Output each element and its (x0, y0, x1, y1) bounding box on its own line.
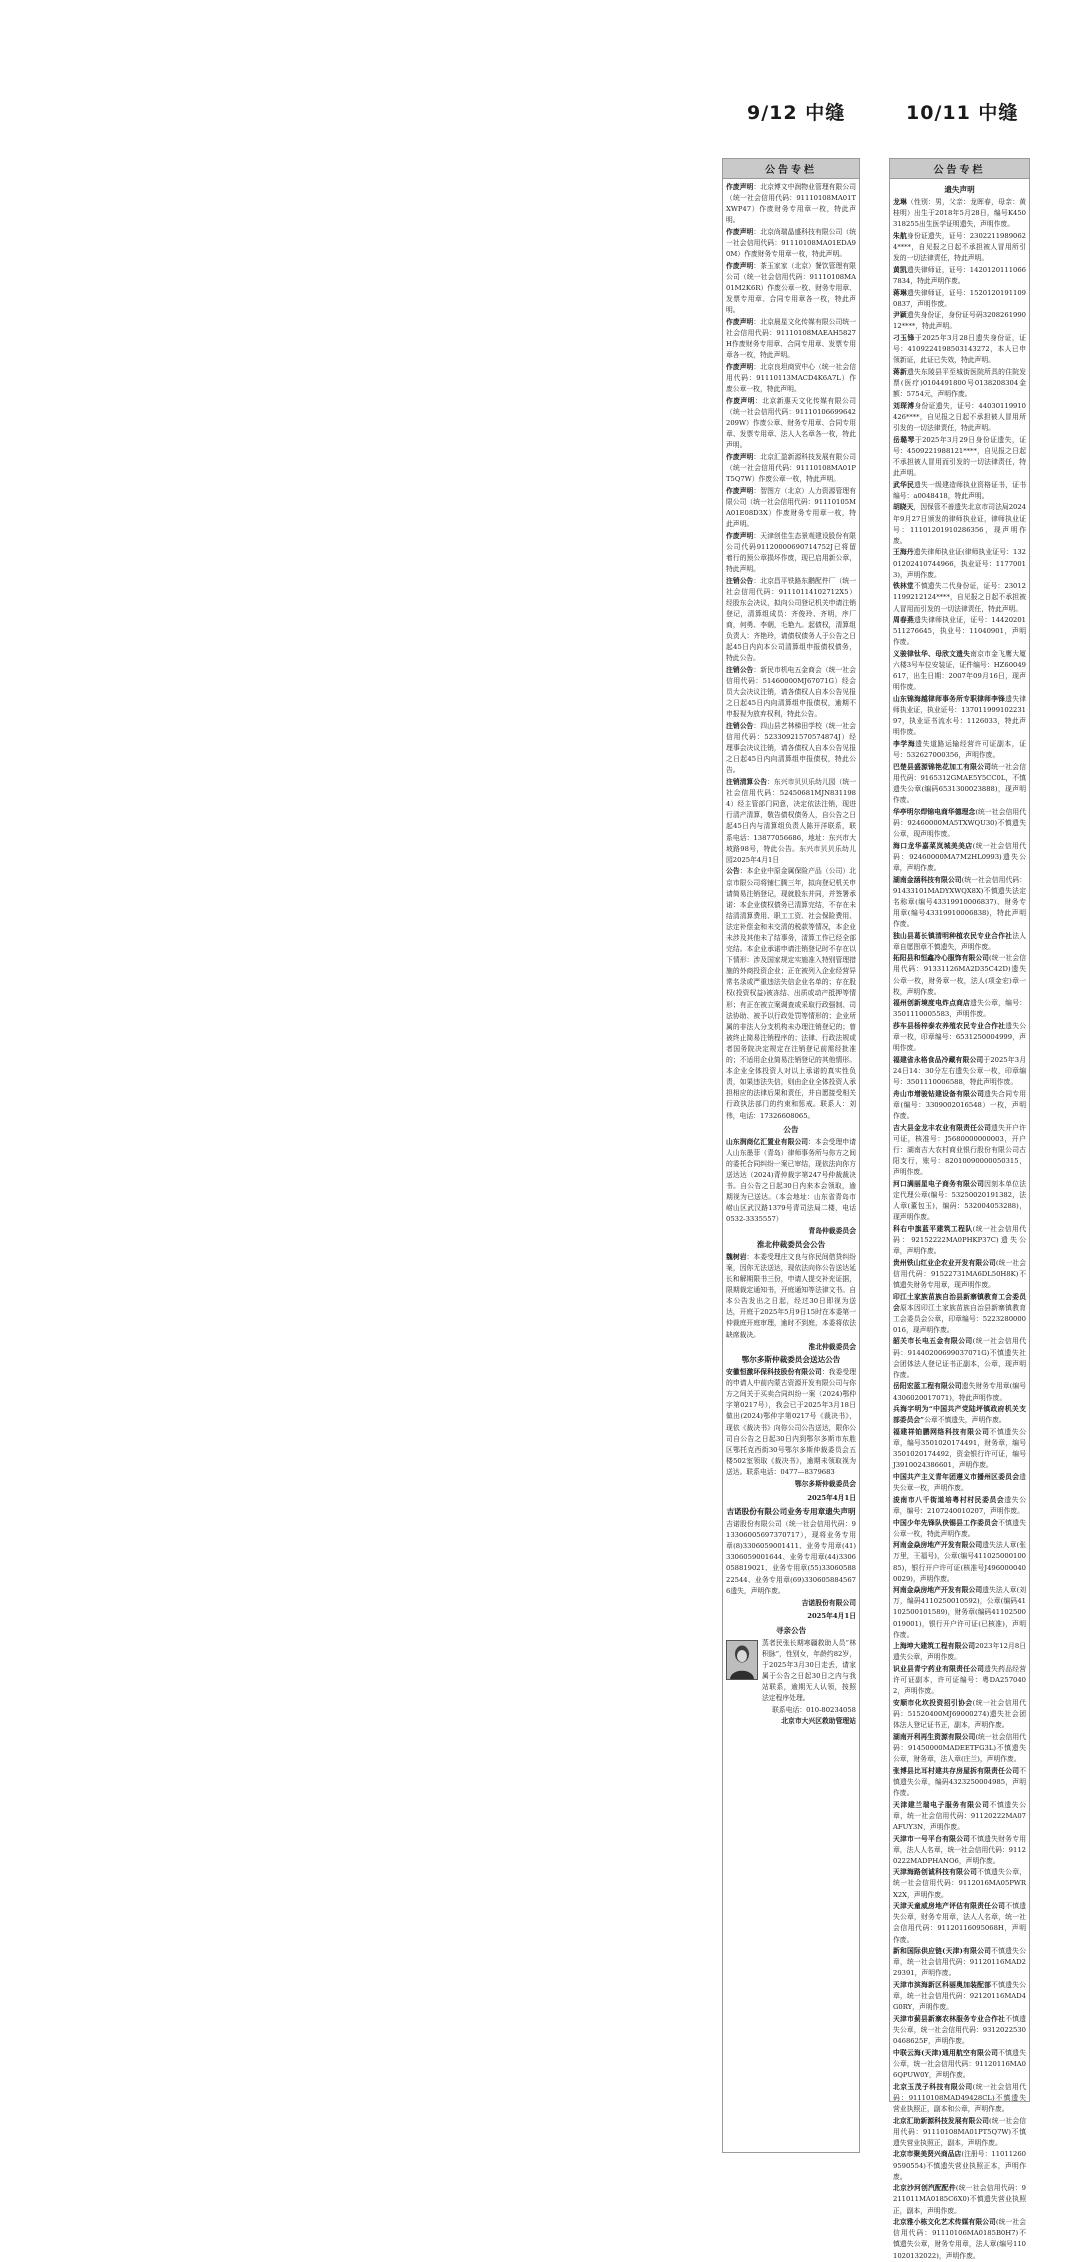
notice-date: 2025年4月1日 (807, 1612, 856, 1621)
notice-paragraph (726, 362, 856, 395)
notice-text: 统一社会信用代码：9165312GMAE5Y5CC0L，不慎遗失公章(编码6531300023888)，现声明作废。 (893, 762, 1027, 805)
notice-lead: 福州创新境度电炸点商店 (893, 999, 971, 1008)
notice-text: 不慎遗失公章，统一社会信用代码：91120116MA06QPUW0Y，声明作废。 (893, 2048, 1026, 2080)
notice-text: 不慎遗失公章，编号3501020174491，财务章，编号3501020174492，资金银行许可证，编号J3910024386601，声明作废。 (893, 1428, 1027, 1470)
notice-text: 不慎遗失公章，统一社会信用代码：9112016MA05PWRX2X，声明作废。 (893, 1868, 1027, 1899)
notice-text: (统一社会信用代码：91331126MA2D35C42D)遗失公章一枚，财务章一枚，法人(项金宏)章一枚，声明作废。 (893, 954, 1026, 996)
notice-lead: 周春燕 (893, 616, 915, 625)
notice-lead: 山东润商亿汇置业有限公司 (726, 1137, 809, 1146)
notice-paragraph (893, 1800, 1026, 1833)
section-title-notice: 公告 (783, 1124, 799, 1134)
notice-paragraph (893, 1980, 1026, 2013)
notice-lead: 天津建兰瑞电子服务有限公司 (893, 1800, 990, 1809)
notice-text: 遗失律师证，证号：15201201911090837，声明作废。 (893, 288, 1027, 308)
notice-paragraph (893, 1089, 1026, 1122)
notice-lead: 印江土家族苗族自治县新寨镇教育工会委员会 (893, 1292, 1026, 1312)
notice-text: 不慎遗失二代身份证，证号：230121199212124****，自见报之日起不承担被人冒用而引发的一切法律责任，特此声明。 (893, 582, 1027, 613)
notice-lead: 北京雅小栋文化艺术传媒有限公司 (893, 2218, 996, 2227)
column-banner: 公告专栏 (723, 159, 859, 179)
notice-paragraph (893, 615, 1026, 648)
contact-phone: 联系电话：010-80234058 (772, 1705, 856, 1714)
notice-text: ，因保管不善遗失北京市司法局2024年9月27日颁发的律师执业证，律师执业证号：11101201910286356，现声明作废。 (893, 503, 1026, 545)
notice-lead: 拓阳县和恒鑫冷心服饰有限公司 (893, 954, 990, 963)
notice-paragraph (726, 1137, 856, 1226)
statement-list (893, 197, 1026, 2262)
notice-paragraph (893, 1336, 1026, 1380)
notice-paragraph (893, 1179, 1026, 1223)
person-silhouette-icon (727, 1641, 757, 1679)
section-title-search-family: 寻亲公告 (775, 1625, 807, 1635)
column-banner: 公告专栏 (890, 159, 1029, 179)
notice-list (723, 179, 859, 1727)
notice-paragraph (893, 1867, 1026, 1900)
notice-text: 遗失公章一枚，印章编号：6531250004999，声明作废。 (893, 1022, 1027, 1053)
notice-paragraph (726, 261, 856, 316)
notice-lead: 河南金焱房地产开发有限公司 (893, 1541, 983, 1550)
notice-text: 不慎遗失公章，编码4323250004985，声明作废。 (893, 1766, 1026, 1797)
notice-lead: 作废声明 (726, 227, 754, 236)
notice-text: 遗失律师证，证号：14201201110667834，特此声明作废。 (893, 265, 1027, 285)
notice-text: 不慎遗失公章，统一社会信用代码：91120116MAD229391，声明作废。 (893, 1947, 1026, 1978)
notice-lead: 作废声明 (726, 396, 755, 405)
notice-paragraph (893, 1901, 1026, 1945)
notice-lead: 天津市滨海新区科丽奥加装配部 (893, 1981, 992, 1990)
notice-text: 法人章自愿图章不慎遗失，声明作废。 (893, 931, 1027, 951)
notice-lead: 黄凯 (893, 265, 907, 274)
notice-paragraph (893, 333, 1026, 366)
notice-paragraph (893, 1732, 1026, 1765)
notice-paragraph (893, 480, 1026, 502)
notice-paragraph (893, 649, 1026, 693)
notice-lead: 魏树岩 (726, 1252, 747, 1261)
notice-text: 原本因印江土家族苗族自治县新寨镇教育工会委员会公章，印章编号：5223280000016，现声明作废。 (893, 1303, 1027, 1334)
notice-text: (统一社会信用代码：91110106MA0185B0H7)不慎遗失公章，财务专用章，法人章(编号1101020132022)，声明作废。 (893, 2218, 1026, 2260)
notice-paragraph (893, 875, 1026, 930)
notice-text: 不慎遗失公章，统一社会信用代码：92120116MAD4G0RY，声明作废。 (893, 1981, 1027, 2012)
notice-date: 2025年4月1日 (807, 1493, 856, 1502)
notice-lead: 尹颖 (893, 311, 907, 320)
notice-lead: 福建省永格食品冷藏有限公司 (893, 1055, 984, 1064)
notice-paragraph (726, 531, 856, 575)
notice-lead: 作废声明 (726, 317, 754, 326)
notice-lead: 作废声明 (726, 486, 754, 495)
person-photo (726, 1640, 758, 1680)
notice-paragraph (893, 231, 1026, 264)
notice-lead: 识业县青宁药业有限责任公司 (893, 1665, 985, 1674)
notice-lead: 作废声明 (726, 531, 754, 540)
notice-paragraph (726, 182, 856, 226)
notice-lead: 湖南金涵科技有限公司 (893, 875, 962, 884)
notice-text: 遗失身份证，身份证号码320826199012****，特此声明。 (893, 311, 1026, 331)
notice-lead: 上海坤大建筑工程有限公司 (893, 1642, 976, 1651)
notice-paragraph (893, 1585, 1026, 1640)
notice-paragraph (893, 547, 1026, 580)
notice-signature: 吉诺股份有限公司 (801, 1598, 856, 1607)
notice-text: 遗失合同专用章(编号：3309002016548）一枚，声明作废。 (893, 1089, 1027, 1121)
notice-text: 不慎遗失公章，财务专用章，法人人名章，统一社会信用代码：91120116095068H，声明作废。 (893, 1902, 1027, 1944)
notice-signature: 青岛仲裁委员会 (808, 1227, 856, 1236)
notice-text: ：茶玉家家（北京）餐饮管理有限公司（统一社会信用代码：91110108MA01M2K6R）作废公章一枚、财务专用章、发票专用章、合同专用章各一枚，特此声明。 (726, 261, 857, 315)
notice-text: 遗失法人章(刘万，编码4110250010592)，公章(编码41102500101589)，财务章(编码41102500019001)，银行开户许可证(已核准)，声明作废。 (893, 1586, 1027, 1639)
notice-text: (统一社会信用代码：91522731MA6DL50H8K)不慎遗失财务专用章，现声明作废。 (893, 1258, 1026, 1289)
notice-lead: 作废声明 (726, 261, 754, 270)
notice-lead: 中国共产主义青年团遵义市播州区委员会 (893, 1472, 1020, 1481)
notice-lead: 龙琳 (893, 198, 908, 206)
notice-text: ：天津创佳生态景观建设股份有限公司代码91120000690714752J已将留着行的预公章损坏作废，现已启用新公章，特此声明。 (726, 531, 857, 573)
notice-paragraph (893, 265, 1026, 287)
notice-lead: 蒋新 (893, 367, 908, 376)
notice-lead: 公告 (726, 867, 740, 876)
notice-paragraph (893, 807, 1026, 840)
notice-lead: 福建祥铂鹏网络科技有限公司 (893, 1428, 990, 1436)
notice-lead: 注销公告 (726, 722, 754, 731)
notice-text: ：新民市机电五金商会（统一社会信用代码：51460000MJ67071G）经会员大会决议注销，请各债权人自本公告见报之日起45日内向清算组申报债权，逾期不申报视为放弃权利，特此公告。 (726, 665, 857, 719)
notice-text: 遗失律师执业证，执业证号：13701199910223197，执业证书流水号：1126033，特此声明作废。 (893, 695, 1027, 737)
notice-paragraph (893, 2149, 1026, 2182)
notice-text: ：北京晨星文化传媒有限公司统一社会信用代码：91110108MAEAH5827H作废财务专用章、合同专用章、发票专用章各一枚，特此声明。 (726, 317, 857, 360)
notice-paragraph (893, 2082, 1026, 2115)
notice-text: 南京市金飞鹰大厦六楼3号车位安装证，证件编号：HZ60049617，出生日期：2007年09月16日，现声明作废。 (893, 650, 1027, 692)
notice-lead: 刘琛溥 (893, 401, 915, 410)
notice-lead: 朱航 (893, 231, 907, 240)
notice-signature: 淮北仲裁委员会 (808, 1342, 856, 1351)
notice-paragraph (726, 317, 856, 361)
notice-text: 遗失律师执业证(律师执业证号：13201202410744966，执业证号：11770013)，声明作废。 (893, 548, 1027, 579)
notice-text: (统一社会信用代码：92152222MA0PHKP37C)遗失公章，声明作废。 (893, 1224, 1026, 1255)
page-header-right: 10/11 中缝 (906, 102, 1019, 124)
notice-column-left (722, 158, 860, 2153)
notice-paragraph (893, 1834, 1026, 1867)
notice-paragraph (893, 953, 1026, 997)
notice-lead: 蒋琳 (893, 288, 907, 297)
notice-paragraph (893, 310, 1026, 332)
notice-text: (统一社会信用代码：51520400MJ69000274)遗失社会团体法人登记证书正，副本，声明作废。 (893, 1699, 1026, 1730)
notice-text: (统一社会信用代码：91440200699037071G)不慎遗失社会团体法人登记证书正副本，公章，现声明作废。 (893, 1337, 1026, 1379)
notice-paragraph (893, 1946, 1026, 1979)
notice-text: ：本会受理申请人山东墨菲（青岛）律师事务所与你方之间的委托合同纠纷一案已审结，现依法向你方送达达（2024)青仲裁字第247号仲裁裁决书。自公告之日起30日内来本会领取，逾期视为已送达。（本会地址：山东省青岛市崂山区武汉路1379号青司法局二楼，电话0532-3335557） (726, 1137, 857, 1224)
notice-signature: 北京市大兴区救助管理站 (781, 1717, 856, 1726)
notice-paragraph (893, 762, 1026, 806)
notice-lead: 河口满丽星电子商务有限公司 (893, 1179, 985, 1188)
notice-lead: 舟山市增骏钻建设备有限公司 (893, 1089, 985, 1098)
notice-lead: 河南金焱房地产开发有限公司 (893, 1586, 983, 1595)
notice-lead: 华亭明尔焊锦电商华德理念 (893, 807, 976, 816)
notice-paragraph (893, 2116, 1026, 2149)
notice-paragraph (893, 1224, 1026, 1257)
notice-paragraph (893, 1664, 1026, 1697)
notice-lead: 北京沙河创汽配配件 (893, 2184, 956, 2193)
notice-text: 遗失公章一枚，声明作废。 (893, 1472, 1026, 1493)
notice-text: 不慎遗失公章，统一社会信用代码：93120225300468625F，声明作废。 (893, 2014, 1027, 2046)
notice-signature: 鄂尔多斯仲裁委员会 (794, 1480, 856, 1489)
notice-paragraph (893, 1404, 1026, 1426)
notice-lead: 北京市聚美贤兴商品店 (893, 2150, 962, 2159)
notice-lead: 浚南市八千街道培粤村村民委员会 (893, 1495, 1005, 1504)
notice-paragraph (893, 1292, 1026, 1336)
notice-lead: 中国少年先锋队侠锡县工作委员会 (893, 1518, 999, 1527)
notice-lead: 胡晓天 (893, 503, 914, 512)
section-title-jinuo: 吉诺股份有限公司业务专用章遗失声明 (726, 1507, 856, 1517)
notice-text: 遗失一级建造师执业资格证书，证书编号：a0048418，特此声明。 (893, 480, 1027, 500)
notice-lead: 铁林堂 (893, 582, 914, 591)
notice-text: 身份证遗失，证号：23022119890624****，自见报之日起不承担被人冒用所引发的一切法律责任，特此声明。 (893, 231, 1027, 263)
notice-paragraph (893, 998, 1026, 1020)
notice-paragraph (893, 739, 1026, 761)
notice-paragraph (893, 1055, 1026, 1088)
notice-text: 不慎遗失财务专用章，法人人名章，统一社会信用代码：91120222MADPHANO6，声明作废。 (893, 1834, 1027, 1865)
notice-lead: 中联云海(天津)通用航空有限公司 (893, 2048, 999, 2057)
notice-paragraph (726, 486, 856, 530)
notice-lead: 吉大县金龙丰农业有限责任公司 (893, 1123, 992, 1132)
notice-paragraph (893, 197, 1026, 230)
notice-list (890, 179, 1029, 2262)
notice-text: (统一社会信用代码：91433101MADYXWQX8X)不慎遗失法定名称章(编号43319910006837)、财务专用章(编号43319910006838)，特此声明作废。 (893, 875, 1027, 928)
notice-lead: 海口龙华嘉菜岚城美美店 (893, 841, 973, 850)
notice-lead: 北京汇助新源科技发展有限公司 (893, 2116, 990, 2125)
notice-text: (统一社会信用代码：91450000MADEETFG3L)不慎遗失公章，财务章，法人章(庄兰)，声明作废。 (893, 1732, 1027, 1764)
notice-paragraph (893, 1495, 1026, 1517)
notice-text: (统一社会信用代码：91110108MA01PT5Q7W)不慎遗失营业执照正，副本，声明作废。 (893, 2116, 1026, 2147)
notice-lead: 湖南开利再生资源有限公司 (893, 1732, 976, 1741)
notice-lead: 王海丹 (893, 548, 914, 557)
notice-lead: 北京玉茂子科技有限公司 (893, 2082, 973, 2091)
notice-text: ：智图方（北京）人力资源管理有限公司（统一社会信用代码：91110105MA01E08D3X）作废财务专用章一枚，特此声明。 (726, 486, 857, 528)
notice-paragraph (893, 1123, 1026, 1178)
section-title-ordos: 鄂尔多斯仲裁委员会送达公告 (741, 1355, 841, 1365)
notice-text: 遗失开户许可证，核准号：J5680000000003，开户行：湖南吉大农村商业银行股份有限公司古阳支行，账号：82010090000050315，声明作废。 (893, 1123, 1027, 1177)
notice-lead: 注销公告 (726, 665, 754, 674)
notice-paragraph (893, 1641, 1026, 1663)
notice-paragraph (893, 1472, 1026, 1494)
notice-paragraph (893, 435, 1026, 479)
notice-lead: 张博县比耳村建共存房屋拆有限责任公司 (893, 1766, 1020, 1775)
notice-lead: 巴楚县盛源锦艳花加工有限公司 (893, 762, 992, 771)
notice-paragraph (893, 1698, 1026, 1731)
notice-text: (统一社会信用代码：92460000MA5TXWQU30)不慎遗失公章，现声明作废。 (893, 807, 1027, 838)
notice-lead: 刁玉锋 (893, 334, 915, 343)
notice-lead: 作废声明 (726, 452, 754, 461)
notice-paragraph (893, 1021, 1026, 1054)
notice-paragraph (893, 2048, 1026, 2081)
notice-lead: 独山县葛长镇清明种植农民专业合作社 (893, 931, 1013, 940)
notice-text: ：北京汇盈新源科技发展有限公司（统一社会信用代码：91110108MA01PT5Q7W）作废公章一枚，特此声明。 (726, 452, 857, 483)
notice-text: 2023年12月8日遗失公章，声明作废。 (893, 1642, 1026, 1662)
notice-paragraph (726, 1367, 856, 1478)
notice-paragraph (726, 866, 856, 1121)
notice-lead: 天津市一号平台有限公司 (893, 1834, 971, 1843)
notice-lead: 岳阳宏蓝工程有限公司 (893, 1382, 962, 1391)
notice-text: ：北京昌平铁路东鹏配件厂（统一社会信用代码：91110114102712X5）经股东会决议，拟向公司登记机关申请注销登记，清算组成员：齐俊玲、齐明，序厂商，何勇、李朝，毛艳九。起债权，清算组负责人：齐艳玲，请债权债务人于公告之日起45日内向本公司清算组申报债权债务，特此公告。 (726, 576, 857, 663)
notice-lead: 注销公告 (726, 576, 754, 585)
notice-lead: 兵海字明为“中国共产党陆坪镇政府机关支部委员会” (893, 1405, 1026, 1425)
notice-text: 身份证遗失，证号：44030119910426****，自见报之日起不承担被人冒用所引发的一切法律责任，特此声明。 (893, 401, 1026, 433)
notice-paragraph (726, 227, 856, 260)
notice-text: ：本企业中原金属保险产品（公司）北京市限公司将铺仁腾三年，拟向登记机关申请简易注销登记，现就股东并同，并签署承诺：本企业债权债务已清算完结，不存在未结清清算费用、职工工资、社会保险费用、法定补偿金和未交清的税款等情况，本企业未涉及其他未了结事务，清算工作已经全部完结。本企业承诺申请注销登记时不存在以下情形：涉及国家规定实施准入特别管理措施的外商投资企业；正在被列入企业经营异常名录或严重违法失信企业名单的；存在股权(投资权益)被冻结、出质或动产抵押等情形；有正在被立案调查或采取行政强制、司法协助、被予以行政处罚等情形的；企业所属的非法人分支机构未办理注销登记的；曾被终止简易注销程序的；法律、行政法规或者国务院决定规定在注销登记前需经批准的；不适用企业简易注销登记的其他情形。本企业全体投资人对以上承诺的真实性负责，如果违法失信，则由企业全体投资人承担相应的法律后果和责任，并自愿接受相关行政执法部门的约束和惩戒。联系人：刘伟，电话：17326608065。 (726, 867, 857, 1120)
notice-text: 遗失公章，编号：2107240010207，声明作废。 (893, 1495, 1027, 1515)
notice-text: ：本委受理庄文良与你民间借贷纠纷案，因你无法送达，现依法向你公告送达延长和解期限书三份，申请人提交补充证据，限期裁定通知书，开庭通知等法律文书。自本公告发出之日起，经过30日即视为送达，开庭于2025年5月9日15时在本委第一仲裁庭开庭审理，逾时不到庭，本委将依法缺席裁决。 (726, 1252, 857, 1339)
notice-lead: 天津天童威房地产评估有限责任公司 (893, 1902, 1006, 1911)
notice-lead: 义骏律钛华、母欣文遗失 (893, 650, 971, 659)
notice-paragraph (726, 396, 856, 451)
notice-paragraph (893, 2014, 1026, 2047)
notice-paragraph (893, 1427, 1026, 1471)
notice-text: 于2025年3月24日14：30分左右遗失公章一枚，印章编号：3501110006588，特此声明作废。 (893, 1055, 1027, 1087)
notice-paragraph (893, 1381, 1026, 1403)
notice-text: ：东兴市贝贝乐幼儿园（统一社会信用代码：52450681MJN8311984）经主管部门同意，决定依法注销，现进行清产清算，敬告债权债务人，自公告之日起45日内与清算组负责人陈开洋联系，联系电话：13877056686，地址：东兴市大坡路98号，特此公告。东兴市贝贝乐幼儿园2025年4月1日 (726, 778, 857, 864)
notice-lead: 科右中旗蓝平建筑工程队 (893, 1224, 973, 1233)
notice-lead: 安徽恒激环保科技股份有限公司 (726, 1368, 822, 1377)
notice-text: ：四山县艺林梯田学校（统一社会信用代码：52330921570574874J）经理事会决议注销，请各债权人自本公告见报之日起45日内向清算组申报债权，特此公告。 (726, 722, 857, 775)
notice-lead: 山东锦海越律师事务所专职律师李锋 (893, 695, 1006, 704)
notice-text: ：北京博文中润物业管理有限公司（统一社会信用代码：91110108MA01TXWP47）作废财务专用章一枚，特此声明。 (726, 183, 857, 225)
notice-paragraph (893, 581, 1026, 614)
notice-text: 遗失东陵县平至城街医院所具的住院发票(医疗)0104491800号0138208304金额：5754元，声明作废。 (893, 367, 1027, 399)
notice-text: 于2025年3月28日遗失身份证，证号：4109224198503143272，本人已申领新证，此证已失效，特此声明。 (893, 334, 1026, 365)
section-title-lost: 遗失声明 (944, 185, 975, 194)
notice-paragraph (893, 367, 1026, 400)
notice-text: 不慎遗失公章，统一社会信用代码：91120222MA07AFUY3N，声明作废。 (893, 1800, 1027, 1831)
section-title-huaibei: 淮北仲裁委员会公告 (756, 1239, 826, 1249)
notice-lead: 安顺市化坎投资招引协会 (893, 1699, 973, 1707)
notice-lead: 作废声明 (726, 362, 754, 371)
notice-paragraph (726, 452, 856, 485)
notice-text: 公章不慎遗失，声明作废。 (924, 1416, 1006, 1425)
notice-text: 遗失道路运输经营许可证副本，证号：532627000356，声明作废。 (893, 740, 1027, 760)
notice-text: (注册号：110112609590554)不慎遗失营业执照正本，声明作废。 (893, 2150, 1027, 2181)
notice-text: 遗失法人章(张万里，王福号)，公章(编号41102500010085)，银行开户许可证(核准号J4960000400029)，声明作废。 (893, 1541, 1027, 1583)
notice-text: 遗失财务专用章(编号4306020017071)，特此声明作废。 (893, 1382, 1027, 1402)
notice-lead: 李学海 (893, 740, 916, 748)
notice-lead: 武华民 (893, 480, 915, 489)
notice-lead: 天津市蓟县新寨农林服务专业合作社 (893, 2014, 1006, 2023)
notice-column-right (889, 158, 1030, 2260)
notice-text: 于2025年3月29日身份证遗失，证号：4509221988121****，自见报之日起不承担被人冒用而引发的一切法律责任，特此声明。 (893, 435, 1026, 477)
notice-lead: 新和国际供应链(天津)有限公司 (893, 1947, 992, 1956)
notice-lead: 莎车县杨梓泰农养殖农民专业合作社 (893, 1022, 1006, 1031)
statement-list (726, 182, 856, 1122)
notice-text: （性别：男，父亲：龙晖春，母亲：黄桂明）出生于2018年5月28日，编号K450318255出生医学证明遗失，声明作废。 (893, 198, 1027, 229)
notice-text: ：我委受理的申请人中前内蒙古资源开发有限公司与你方之间关于买卖合同纠纷一案（2024)鄂仲字第0217号），我会已于2025年3月18日做出(2024)鄂仲字第0217号《裁决书》，现依《裁决书》向你公司公告送达，限你公司自公告之日起30日内到鄂尔多斯市东胜区鄂托克西街30号鄂尔多斯仲裁委员会五楼502室领取《裁决书》，逾期未领取视为送达。联系电话：0477—8379683 (726, 1368, 857, 1476)
notice-text: 遗失公章，编号：3501110005583，声明作废。 (893, 999, 1027, 1019)
missing-person-notice (726, 1638, 856, 1705)
notice-paragraph (893, 694, 1026, 738)
notice-lead: 作废声明 (726, 183, 754, 191)
notice-paragraph (726, 721, 856, 776)
notice-paragraph (893, 1540, 1026, 1584)
notice-text: (统一社会信用代码：92460000MA7M2HL0993)遗失公章，声明作废。 (893, 841, 1026, 872)
notice-paragraph (893, 502, 1026, 546)
notice-text: 遗失律师执业证，证号：14420201511276645，执业号：11040901，声明作废。 (893, 616, 1026, 647)
notice-text: 因刻本单位法定代理公章(编号：53250020191382，法人章(董包玉)，编码：532004053288)，现声明作废。 (893, 1179, 1027, 1222)
notice-paragraph: 吉诺股份有限公司（统一社会信用代码：913306005697370717），现将业务专用章(8)3306059001411、业务专用章(41)3306059001644、业务专用章(44)3306058819021、业务专用章(55)3306058822544、业务专用章(69)3306058845676遗失，声明作废。 (726, 1520, 856, 1595)
notice-lead: 注销清算公告 (726, 778, 768, 787)
notice-text: (统一社会信用代码：91110108MAD49428CL)不慎遗失营业执照正，副本和公章，声明作废。 (893, 2082, 1026, 2113)
notice-paragraph (726, 777, 856, 866)
notice-paragraph (893, 931, 1026, 953)
notice-text: (统一社会信用代码：9211011MA0185C6X0)不慎遗失营业执照正，副本，声明作废。 (893, 2184, 1027, 2215)
notice-text: 遗失药品经营许可证副本，许可证编号：粤DA2570402，声明作废。 (893, 1665, 1027, 1696)
notice-paragraph: 蒸者民张长期寒疆救助人员“林积脉”，性别女，年龄约82岁，于2025年3月30日走丢，请家属于公告之日起30日之内与我站联系，逾期无人认领，按照法定程序处理。 (762, 1638, 856, 1703)
notice-text: 不慎遗失公章一枚，特此声明作废。 (893, 1518, 1027, 1538)
notice-paragraph (893, 1518, 1026, 1540)
notice-lead: 岳璐琴 (893, 435, 915, 444)
notice-paragraph (726, 1252, 856, 1341)
notice-paragraph (893, 288, 1026, 310)
notice-text: ：北京良坦商贸中心（统一社会信用代码：91110113MACD4K6A7L）作废公章一枚，特此声明。 (726, 362, 857, 394)
notice-lead: 贵州铁山红业企农业开发有限公司 (893, 1258, 996, 1267)
notice-text: ：北京新惠天文化传媒有限公司（统一社会信用代码：91110106699642209W）作废公章、财务专用章、合同专用章、发票专用章、法人人名章各一枚，特此声明。 (726, 396, 857, 450)
notice-paragraph (893, 2217, 1026, 2261)
notice-paragraph (893, 401, 1026, 434)
notice-lead: 天津海路创诚科技有限公司 (893, 1868, 978, 1877)
notice-paragraph (893, 841, 1026, 874)
notice-paragraph (726, 576, 856, 665)
notice-paragraph (893, 1258, 1026, 1291)
notice-lead: 韶关市长电五金有限公司 (893, 1337, 973, 1346)
notice-paragraph (893, 1766, 1026, 1799)
page-header-left: 9/12 中缝 (747, 102, 846, 124)
notice-text: ：北京尚瑞晶盛科技有限公司（统一社会信用代码：91110108MA01EDA90M）作废财务专用章一枚，特此声明。 (726, 227, 857, 259)
notice-paragraph (893, 2183, 1026, 2216)
notice-paragraph (726, 665, 856, 720)
